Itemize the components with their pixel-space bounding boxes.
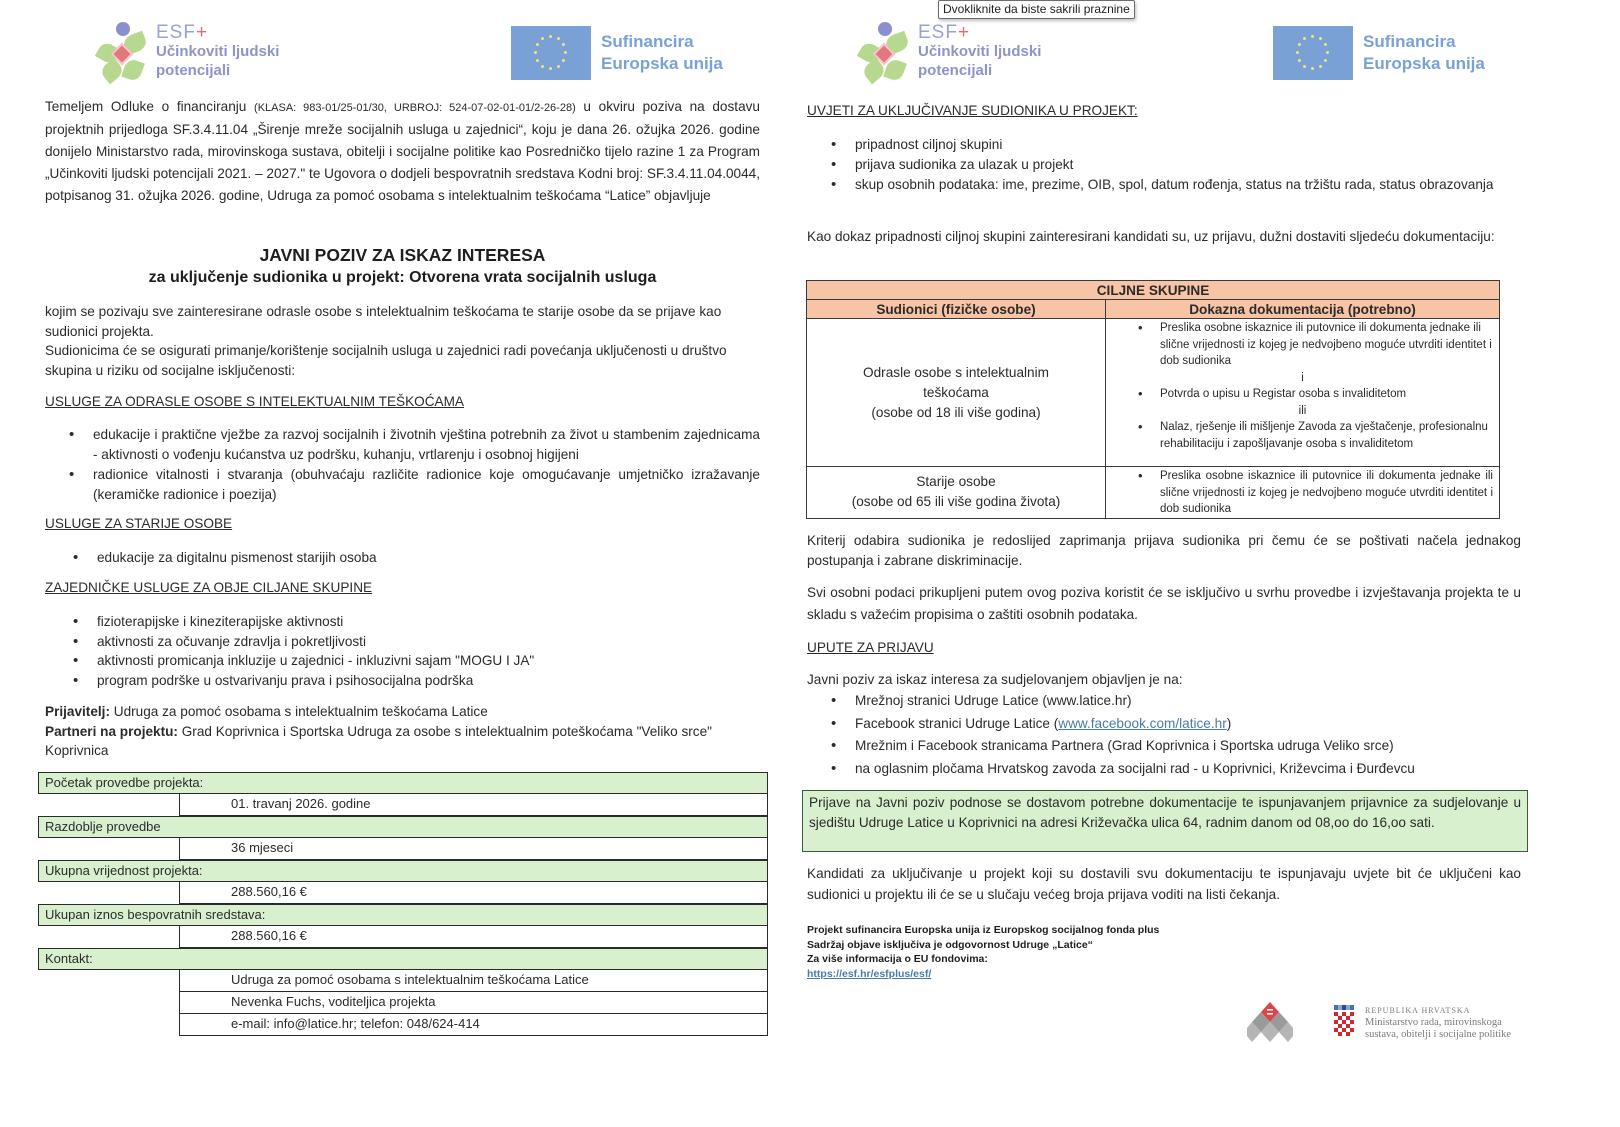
elderly-services-list <box>49 548 760 568</box>
docs-elderly <box>1106 467 1500 519</box>
adult-services-list <box>45 425 760 505</box>
list-item: • Mrežnim i Facebook stranicama Partnera (Grad Koprivnica i Sportska udruga Veliko srce) <box>807 735 1521 758</box>
list-item: • edukacije za digitalnu pismenost starijih osoba <box>49 548 760 568</box>
facebook-link[interactable]: www.facebook.com/latice.hr <box>1058 715 1227 731</box>
published-text: Javni poziv za iskaz interesa za sudjelovanjem objavljen je na: <box>807 672 1183 687</box>
list-item: • Mrežnoj stranici Udruge Latice (www.latice.hr) <box>807 690 1521 713</box>
invite-text-1: kojim se pozivaju sve zainteresirane odrasle osobe s intelektualnim teškoćama te starije osobe da se prijave kao sudionici projekta. <box>45 304 722 339</box>
page-subtitle: za uključenje sudionika u projekt: Otvorena vrata socijalnih usluga <box>148 269 657 286</box>
esf-flower-icon <box>856 20 912 82</box>
conditions-heading: UVJETI ZA UKLJUČIVANJE SUDIONIKA U PROJEKT: <box>807 103 1138 118</box>
esf-label: ESF <box>156 21 196 43</box>
esf-plus-logo <box>94 20 279 82</box>
eu-flag-icon <box>511 26 591 80</box>
hide-whitespace-tooltip: Dvokliknite da biste sakrili praznine <box>938 0 1135 19</box>
grant-label: Ukupan iznos bespovratnih sredstava: <box>38 904 768 926</box>
esf-program-line2: potencijali <box>918 61 993 79</box>
contact-label: Kontakt: <box>38 948 768 970</box>
esf-program-line1: Učinkoviti ljudski <box>156 42 280 60</box>
doc-item: • Preslika osobne iskaznice ili putovnice ili dokumenta jednake ili slične vrijednosti iz kojeg je nedvojbeno moguće utvrditi identitet i dob sudionika <box>1112 320 1493 370</box>
start-value: 01. travanj 2026. godine <box>179 794 768 816</box>
footer-line1: Projekt sufinancira Europska unija iz Europskog socijalnog fonda plus <box>807 924 1160 936</box>
esf-plus-sign: + <box>195 21 209 43</box>
section-heading-common: ZAJEDNIČKE USLUGE ZA OBJE CILJANE SKUPINE <box>45 580 373 595</box>
list-item: • skup osobnih podataka: ime, prezime, OIB, spol, datum rođenja, status na tržištu rada, status obrazovanja <box>807 175 1521 195</box>
intro-text-part2: u okviru poziva na dostavu projektnih prijedloga SF.3.4.11.04 „Širenje mreže socijalnih usluga u zajednici“, koju je dana 26. ožujka 2026. godine donijelo Ministarstvo rada, mirovinskoga sustava, obitelji i socijalne politike kao Posredničko tijelo razine 1 za Program „Učinkoviti ljudski potencijali 2021. – 2027." te Ugovora o dodjeli bespovratnih sredstava Kodni broj: SF.3.4.11.04.0044, potpisanog 31. ožujka 2026. godine, Udruga za pomoć osobama s intelektualnim teškoćama “Latice” objavljuje <box>45 99 760 203</box>
applicant-label: Prijavitelj: <box>45 704 110 719</box>
ministry-logo <box>1333 1005 1511 1041</box>
intro-paragraph <box>45 96 760 207</box>
list-item: • pripadnost ciljnoj skupini <box>807 135 1521 155</box>
conditions-list <box>807 135 1521 195</box>
esf-plus-logo <box>856 20 1041 82</box>
partners-label: Partneri na projektu: <box>45 723 178 739</box>
table-title: CILJNE SKUPINE <box>807 281 1500 300</box>
criteria-text: Kriterij odabira sudionika je redoslijed zaprimanja prijava sudionika pri čemu će se poštivati načela jednakog postupanja i zabrane diskriminacije. <box>807 533 1521 568</box>
esf-plus-sign: + <box>957 21 971 43</box>
doc-connector: i <box>1301 371 1304 384</box>
invite-text-2: Sudionicima će se osigurati primanje/korištenje socijalnih usluga u zajednici radi povećanja uključenosti u društvo skupina u riziku od socijalne isključenosti: <box>45 343 727 378</box>
list-item: • radionice vitalnosti i stvaranja (obuhvaćaju različite radionice koje omogućavanje umjetničko izražavanje (keramičke radionice i poezija) <box>45 465 760 505</box>
start-label: Početak provedbe projekta: <box>38 772 768 794</box>
list-item: • edukacije i praktične vježbe za razvoj socijalnih i životnih vještina potrebnih za život u stambenim zajednicama - aktivnosti o vođenju kućanstva uz podršku, kuhanju, vrtlarenju i osobnoj higijeni <box>45 425 760 465</box>
privacy-text: Svi osobni podaci prikupljeni putem ovog poziva koristit će se isključivo u svrhu provedbe i izvještavanja projekta te u skladu s važećim propisima o zaštiti osobnih podataka. <box>807 585 1521 622</box>
group-elderly <box>807 467 1106 519</box>
proof-text: Kao dokaz pripadnosti ciljnoj skupini zainteresirani kandidati su, uz prijavu, dužni dostaviti sljedeću dokumentaciju: <box>807 229 1495 244</box>
hzsr-logo-icon <box>1247 1000 1293 1042</box>
partners-line <box>45 722 760 761</box>
eu-text-line1: Sufinancira <box>601 32 694 51</box>
esf-website-link[interactable]: https://esf.hr/esfplus/esf/ <box>807 967 932 980</box>
column-header-documentation: Dokazna dokumentacija (potrebno) <box>1106 300 1500 319</box>
instructions-heading: UPUTE ZA PRIJAVU <box>807 640 934 655</box>
application-instructions-box: Prijave na Javni poziv podnose se dostavom potrebne dokumentacije te ispunjavanjem prijavnice za sudjelovanje u sjedištu Udruge Latice u Koprivnici na adresi Križevačka ulica 64, radnim danom od 08,oo do 16,oo sati. <box>802 790 1528 852</box>
doc-item: • Nalaz, rješenje ili mišljenje Zavoda za vještačenje, profesionalnu rehabilitaciju i zapošljavanje osoba s invaliditetom <box>1112 419 1493 452</box>
duration-label: Razdoblje provedbe <box>38 816 768 838</box>
applicant-line <box>45 702 760 722</box>
column-header-participants: Sudionici (fizičke osobe) <box>807 300 1106 319</box>
group-name-line2: teškoćama <box>923 384 989 400</box>
doc-item: • Potvrda o upisu u Registar osoba s invaliditetom <box>1112 386 1493 403</box>
project-info-table <box>38 772 768 1036</box>
group-age: (osobe od 65 ili više godina života) <box>851 494 1061 510</box>
list-item: • aktivnosti promicanja inkluzije u zajednici - inkluzivni sajam "MOGU I JA" <box>49 651 760 671</box>
section-heading-adults: USLUGE ZA ODRASLE OSOBE S INTELEKTUALNIM TEŠKOĆAMA <box>45 394 464 409</box>
list-item <box>807 713 1521 736</box>
doc-item: • Preslika osobne iskaznice ili putovnice ili dokumenta jednake ili slične vrijednosti iz kojeg je nedvojbeno moguće utvrditi identitet i dob sudionika <box>1112 468 1493 518</box>
esf-program-line2: potencijali <box>156 61 231 79</box>
contact-details: e-mail: info@latice.hr; telefon: 048/624-414 <box>179 1014 768 1036</box>
total-value: 288.560,16 € <box>179 882 768 904</box>
grant-value: 288.560,16 € <box>179 926 768 948</box>
list-item: • aktivnosti za očuvanje zdravlja i pokretljivosti <box>49 632 760 652</box>
ministry-name-line2: sustava, obitelji i socijalne politike <box>1365 1029 1512 1040</box>
candidates-text: Kandidati za uključivanje u projekt koji su dostavili svu dokumentaciju te ispunjavaju uvjete bit će uključeni kao sudionici u projektu ili će se u slučaju većeg broja prijava voditi na listi čekanja. <box>807 866 1521 902</box>
eu-cofunded-logo <box>511 26 723 80</box>
contact-person: Nevenka Fuchs, voditeljica projekta <box>179 992 768 1014</box>
group-adults <box>807 319 1106 467</box>
funding-footer <box>807 923 1159 981</box>
ministry-name-line1: Ministarstvo rada, mirovinskoga <box>1365 1017 1502 1028</box>
fb-suffix: ) <box>1226 715 1232 731</box>
doc-connector: ili <box>1298 404 1307 417</box>
intro-text-part1: Temeljem Odluke o financiranju <box>45 99 255 114</box>
total-value-label: Ukupna vrijednost projekta: <box>38 860 768 882</box>
target-groups-table <box>806 280 1500 519</box>
list-item: • prijava sudionika za ulazak u projekt <box>807 155 1521 175</box>
applicant-value: Udruga za pomoć osobama s intelektualnim teškoćama Latice <box>109 704 488 719</box>
duration-value: 36 mjeseci <box>179 838 768 860</box>
common-services-list <box>49 612 760 690</box>
table-row <box>807 319 1500 467</box>
footer-line2: Sadržaj objave isključiva je odgovornost Udruge „Latice“ <box>807 938 1093 951</box>
list-item: • na oglasnim pločama Hrvatskog zavoda za socijalni rad - u Koprivnici, Križevcima i Đurđevcu <box>807 758 1521 781</box>
esf-flower-icon <box>94 20 150 82</box>
footer-line3: Za više informacija o EU fondovima: <box>807 953 988 965</box>
eu-cofunded-logo <box>1273 26 1485 80</box>
esf-label: ESF <box>918 21 958 43</box>
group-age: (osobe od 18 ili više godina) <box>871 404 1041 420</box>
table-row <box>807 467 1500 519</box>
eu-text-line2: Europska unija <box>1363 54 1485 73</box>
group-name-line1: Odrasle osobe s intelektualnim <box>863 364 1049 380</box>
croatian-coat-of-arms-icon <box>1333 1005 1355 1037</box>
contact-org: Udruga za pomoć osobama s intelektualnim teškoćama Latice <box>179 970 768 992</box>
group-name-line1: Starije osobe <box>916 474 996 490</box>
eu-flag-icon <box>1273 26 1353 80</box>
applicant-partners <box>45 702 760 761</box>
invite-text <box>45 302 760 380</box>
eu-text-line2: Europska unija <box>601 54 723 73</box>
klasa-reference: (KLASA: 983-01/25-01/30, URBROJ: 524-07-02-01-01/2-26-28) <box>254 102 576 114</box>
published-list <box>807 690 1521 780</box>
partners-value: Grad Koprivnica i Sportska Udruga za osobe s intelektualnim poteškoćama "Veliko srce" Koprivnica <box>45 723 712 758</box>
esf-program-line1: Učinkoviti ljudski <box>918 42 1042 60</box>
list-item: • program podrške u ostvarivanju prava i psihosocijalna podrška <box>49 671 760 691</box>
list-item: • fizioterapijske i kineziterapijske aktivnosti <box>49 612 760 632</box>
section-heading-elderly: USLUGE ZA STARIJE OSOBE <box>45 516 233 531</box>
page-title: JAVNI POZIV ZA ISKAZ INTERESA <box>259 245 546 265</box>
docs-adults <box>1106 319 1500 467</box>
eu-text-line1: Sufinancira <box>1363 32 1456 51</box>
ministry-country: REPUBLIKA HRVATSKA <box>1365 1006 1471 1015</box>
fb-prefix: Facebook stranici Udruge Latice ( <box>855 715 1059 731</box>
